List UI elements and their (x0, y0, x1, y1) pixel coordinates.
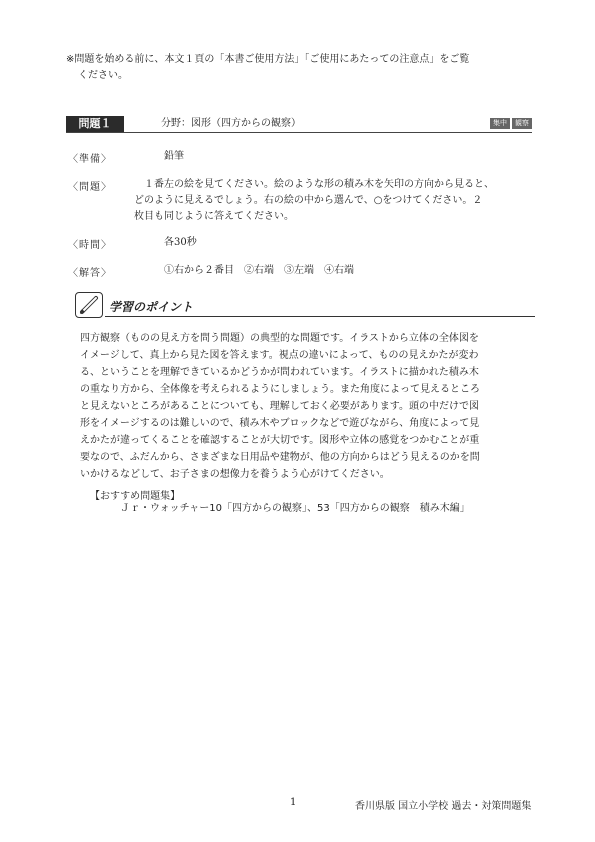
value-answer: ①右から２番目 ②右端 ③左端 ④右端 (164, 265, 354, 276)
body-line: 形をイメージするのは難しいので、積み木やブロックなどで遊びながら、角度によって見 (80, 418, 480, 429)
footer-title: 香川県版 国立小学校 過去・対策問題集 (355, 801, 532, 812)
instruction-note (66, 52, 536, 84)
body-line: イメージして、真上から見た図を答えます。視点の違いによって、ものの見えかたが変わ (80, 350, 479, 361)
label-answer: 〈解答〉 (68, 268, 112, 279)
label-preparation: 〈準備〉 (68, 154, 112, 165)
question-line-2: どのように見えるでしょう。右の絵の中から選んで、○をつけてください。２ (134, 195, 483, 206)
learning-point-body (80, 330, 530, 483)
tag-concentration: 集中 (490, 118, 510, 129)
question-line-1: １番左の絵を見てください。絵のような形の積み木を矢印の方向から見ると、 (134, 179, 494, 190)
pencil-icon (75, 292, 103, 318)
question-line-3: 枚目も同じように答えてください。 (134, 211, 294, 222)
body-line: 要なので、ふだんから、さまざまな日用品や建物が、他の方向からはどう見えるのかを問 (80, 452, 480, 463)
body-line: 四方観察（ものの見え方を問う問題）の典型的な問題です。イラストから立体の全体図を (80, 333, 479, 344)
value-time: 各30秒 (164, 237, 197, 248)
header-divider (66, 132, 532, 133)
tag-observation: 観察 (512, 118, 532, 129)
value-question (134, 177, 534, 225)
question-header (66, 116, 532, 132)
question-field: 分野：図形（四方からの観察） (161, 118, 301, 129)
value-preparation: 鉛筆 (164, 151, 184, 162)
learning-point-title: 学習のポイント (109, 300, 194, 314)
note-line-1: ※問題を始める前に、本文１頁の「本書ご使用方法」「ご使用にあたっての注意点」をご覧 (66, 54, 470, 65)
label-question: 〈問題〉 (68, 182, 112, 193)
body-line: えかたが違ってくることを確認することが大切です。図形や立体の感覚をつかむことが重 (80, 435, 480, 446)
category-tags (490, 118, 532, 129)
body-line: と見えないところがあることについても、理解しておく必要があります。頭の中だけで図 (80, 401, 479, 412)
recommended-heading: 【おすすめ問題集】 (90, 491, 181, 502)
body-line: の重なり方から、全体像を考えられるようにしましょう。また角度によって見えるところ (80, 384, 480, 395)
learning-point-underline (105, 316, 535, 317)
learning-point-header (75, 292, 535, 320)
recommended-books: Ｊｒ・ウォッチャー10「四方からの観察」、53「四方からの観察 積み木編」 (120, 503, 470, 514)
label-time: 〈時間〉 (68, 240, 112, 251)
note-line-2: ください。 (78, 70, 128, 81)
body-line: いかけるなどして、お子さまの想像力を養うよう心がけてください。 (80, 469, 390, 480)
question-number-badge: 問題１ (66, 116, 124, 132)
page-number: 1 (290, 797, 297, 808)
body-line: る、ということを理解できているかどうかが問われています。イラストに描かれた積み木 (80, 367, 479, 378)
